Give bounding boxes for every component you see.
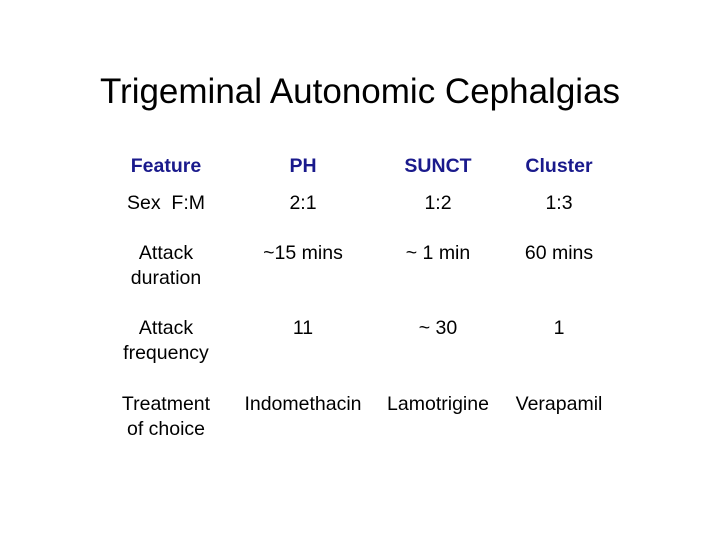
row-treatment-ph: Indomethacin — [244, 393, 362, 415]
row-treatment-sunct: Lamotrigine — [387, 393, 489, 415]
row-duration-feature — [96, 241, 236, 291]
header-ph: PH — [289, 155, 317, 177]
row-duration-ph: ~15 mins — [263, 242, 343, 264]
row-sex-feature-line-1: Sex F:M — [126, 192, 205, 214]
row-treatment-feature-line-2: of choice — [126, 418, 206, 440]
row-treatment-feature-line-1: Treatment — [121, 393, 211, 415]
row-frequency-feature-line-1: Attack — [138, 317, 194, 339]
row-duration-feature-line-1: Attack — [138, 242, 194, 264]
row-treatment-cluster: Verapamil — [515, 393, 603, 415]
row-sex-ph: 2:1 — [289, 192, 317, 214]
row-duration-feature-line-2: duration — [130, 267, 202, 289]
header-cluster: Cluster — [525, 155, 593, 177]
row-frequency-sunct: ~ 30 — [418, 317, 458, 339]
row-frequency-ph: 11 — [292, 317, 314, 339]
header-sunct: SUNCT — [404, 155, 472, 177]
row-frequency-feature — [96, 316, 236, 366]
row-frequency-cluster: 1 — [553, 317, 565, 339]
row-duration-sunct: ~ 1 min — [405, 242, 471, 264]
slide-title: Trigeminal Autonomic Cephalgias — [99, 72, 621, 111]
row-treatment-feature — [96, 392, 236, 442]
row-sex-cluster: 1:3 — [545, 192, 573, 214]
row-sex-sunct: 1:2 — [424, 192, 452, 214]
header-feature: Feature — [130, 155, 202, 177]
row-duration-cluster: 60 mins — [524, 242, 594, 264]
row-frequency-feature-line-2: frequency — [123, 342, 209, 364]
row-sex-feature — [96, 191, 236, 216]
